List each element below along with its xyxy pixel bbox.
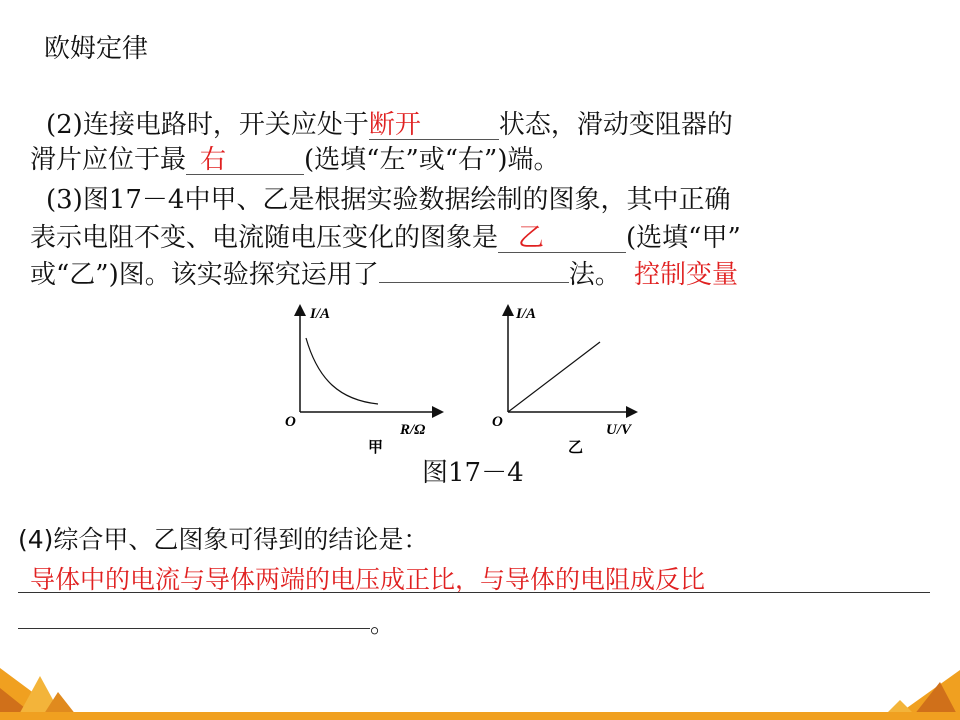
corner-decor-left [0,648,120,720]
graph-jia-name: 甲 [368,440,384,456]
graph-yi [492,306,633,456]
graph-jia-curve [306,338,378,404]
q2-line2 [30,143,559,177]
q2-answer2-text: 右 [200,145,227,175]
q3-text-b: (选填“甲” [626,223,741,253]
q3-line1: (3)图17－4中甲、乙是根据实验数据绘制的图象，其中正确 [46,185,731,215]
q4-answer: 导体中的电流与导体两端的电压成正比，与导体的电阻成反比 [30,565,706,594]
graph-yi-origin: O [492,414,503,430]
q3-line2 [30,221,741,255]
q3-answer2-blank [379,282,569,283]
q2-line1 [46,108,733,142]
q3-text-a: 表示电阻不变、电流随电压变化的图象是 [30,223,499,253]
q2-answer2 [186,146,304,175]
q3-line3 [30,258,621,292]
graph-yi-name: 乙 [568,440,584,456]
q2-text-d: (选填“左”或“右”)端。 [304,145,560,175]
q4-underline-1 [18,592,930,593]
bottom-bar [0,712,960,720]
q2-text-c: 滑片应位于最 [30,145,187,175]
q3-text-c: 或“乙”)图。该实验探究运用了 [30,260,379,290]
figure-caption: 图17－4 [422,458,524,488]
graph-jia-y-label: I/A [310,306,331,322]
graph-jia-origin: O [285,414,296,430]
graph-yi-line [508,342,600,412]
q4-prompt: (4)综合甲、乙图象可得到的结论是： [18,525,429,554]
graph-yi-x-label: U/V [606,422,632,438]
graph-jia [285,306,438,456]
q3-answer1-text: 乙 [518,223,545,253]
corner-decor-right [870,660,960,720]
q2-text-a: (2)连接电路时，开关应处于 [46,110,369,140]
figure-graphs [270,300,670,460]
graph-yi-y-label: I/A [516,306,537,322]
q2-text-b: 状态，滑动变阻器的 [498,110,733,140]
q2-answer1 [369,111,499,140]
graph-jia-x-label: R/Ω [400,422,426,438]
q4-end-mark: 。 [370,609,396,638]
q4-underline-2 [18,628,370,629]
page-title: 欧姆定律 [44,34,149,64]
q2-answer1-text: 断开 [368,110,421,140]
q3-text-d: 法。 [568,260,621,290]
q3-answer1 [498,224,626,253]
q3-answer2: 控制变量 [634,260,739,290]
